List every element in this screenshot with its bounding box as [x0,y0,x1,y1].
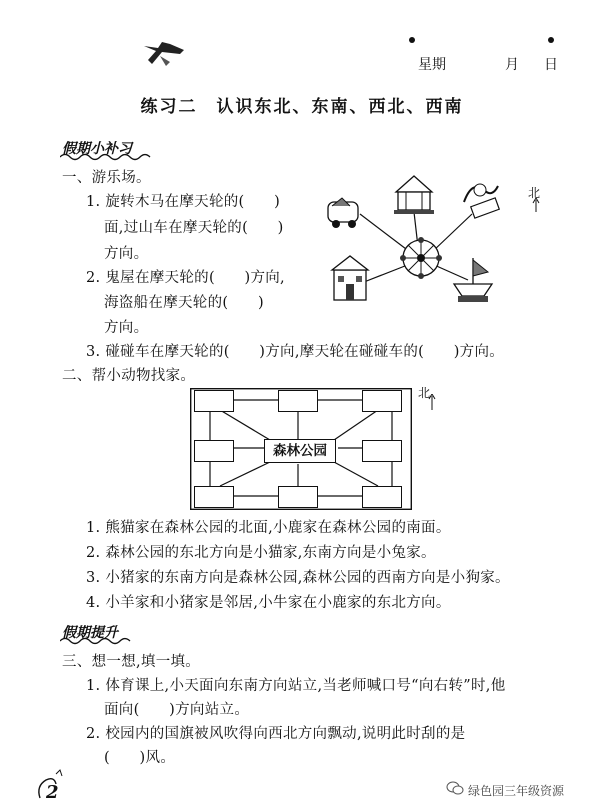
q2-heading: 二、帮小动物找家。 [62,368,196,384]
q3-item1-line1: 1. 体育课上,小天面向东南方向站立,当老师喊口号“向右转”时,他 [86,678,506,694]
watermark-text: 绿色园三年级资源 [468,784,565,798]
home-box-southeast[interactable] [362,486,402,508]
day-label: 日 [544,57,558,73]
home-box-northwest[interactable] [194,390,234,412]
q1-item1-line2: 面,过山车在摩天轮的( ) [104,220,284,236]
q1-item3: 3. 碰碰车在摩天轮的( )方向,摩天轮在碰碰车的( )方向。 [86,344,505,360]
north-arrow-icon [532,198,540,212]
section-heading-review: 假期小补习 [62,141,132,157]
pirate-ship-icon [454,258,492,302]
q3-heading: 三、想一想,填一填。 [62,654,201,670]
q1-heading: 一、游乐场。 [62,170,151,186]
north-label: 北 [528,186,541,200]
carousel-icon [394,176,434,214]
month-label: 月 [505,57,519,73]
home-box-east[interactable] [362,440,402,462]
bullet-dot-icon [409,37,415,43]
q3-item2-line2: ( )风。 [104,750,176,766]
page-number: 2 [46,782,59,803]
q1-item1-line3: 方向。 [104,246,149,262]
bullet-dot-icon [548,37,554,43]
home-box-northeast[interactable] [362,390,402,412]
page-title: 练习二 认识东北、东南、西北、西南 [140,97,464,117]
q1-item2-line1: 2. 鬼屋在摩天轮的( )方向, [86,270,285,286]
q3-item1-line2: 面向( )方向站立。 [104,702,250,718]
wave-underline-icon [60,636,140,646]
bumper-car-icon [328,198,358,228]
q2-item2: 2. 森林公园的东北方向是小猫家,东南方向是小兔家。 [86,545,436,561]
wechat-icon [446,780,464,796]
q1-item2-line3: 方向。 [104,320,149,336]
north-label: 北 [418,386,431,400]
amusement-park-diagram [322,172,522,308]
pen-logo-icon [140,38,190,72]
q1-item1-line1: 1. 旋转木马在摩天轮的( ) [86,194,281,210]
forest-park-label: 森林公园 [264,439,336,463]
north-arrow-icon [428,394,436,410]
home-box-north[interactable] [278,390,318,412]
home-box-south[interactable] [278,486,318,508]
weekday-label: 星期 [418,57,446,73]
ferris-wheel-icon [400,237,442,279]
wave-underline-icon [60,152,160,162]
q3-item2-line1: 2. 校园内的国旗被风吹得向西北方向飘动,说明此时刮的是 [86,726,466,742]
home-box-west[interactable] [194,440,234,462]
q1-item2-line2: 海盗船在摩天轮的( ) [104,295,264,311]
roller-coaster-icon [464,184,499,218]
section-heading-advanced: 假期提升 [62,625,118,641]
haunted-house-icon [332,256,368,300]
q2-item3: 3. 小猪家的东南方向是森林公园,森林公园的西南方向是小狗家。 [86,570,510,586]
q2-item4: 4. 小羊家和小猪家是邻居,小牛家在小鹿家的东北方向。 [86,595,451,611]
home-box-southwest[interactable] [194,486,234,508]
q2-item1: 1. 熊猫家在森林公园的北面,小鹿家在森林公园的南面。 [86,520,451,536]
